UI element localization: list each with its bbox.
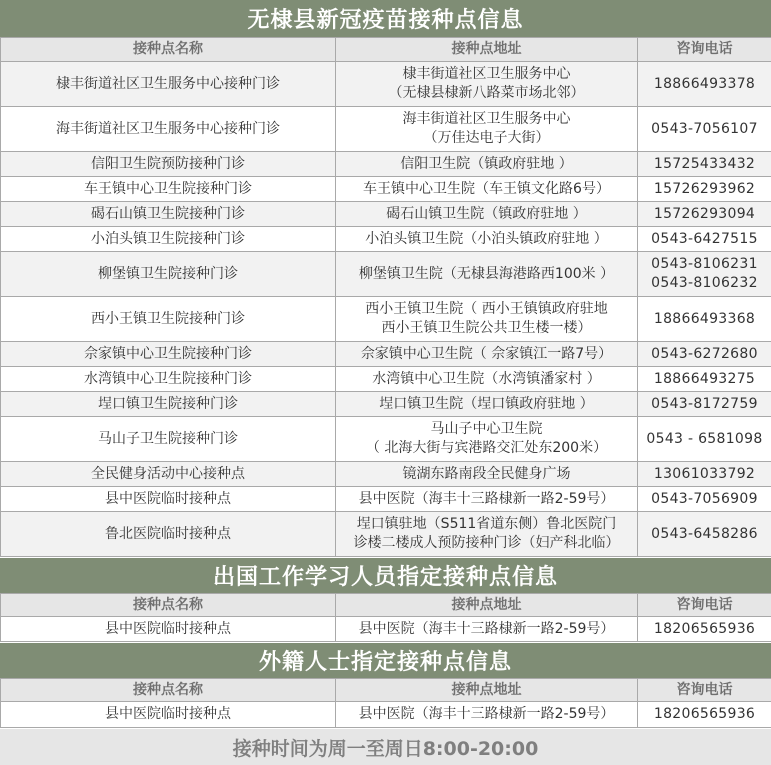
site-name: 海丰街道社区卫生服务中心接种门诊 (1, 107, 336, 152)
site-address (336, 487, 638, 512)
site-address-line: 诊楼二楼成人预防接种门诊（妇产科北临） (353, 535, 620, 551)
site-phone-number: 0543-7056107 (651, 120, 758, 137)
site-phone-number: 0543-8172759 (651, 395, 758, 412)
site-phone (638, 367, 771, 392)
site-phone-number: 18866493378 (653, 75, 756, 92)
site-address-line: 碣石山镇卫生院（镇政府驻地 ） (386, 205, 587, 222)
column-header-address: 接种点地址 (336, 594, 638, 617)
site-phone (638, 297, 771, 342)
site-phone-number: 15726293094 (653, 205, 756, 222)
site-address (336, 342, 638, 367)
table-row (1, 487, 771, 512)
site-address-line: 棣丰街道社区卫生服务中心 (402, 66, 571, 82)
column-header-address: 接种点地址 (336, 679, 638, 702)
site-address-line: 海丰街道社区卫生服务中心 (402, 111, 571, 127)
vaccination-hours-note: 接种时间为周一至周日8:00-20:00 (0, 729, 771, 765)
site-phone: 18206565936 (638, 702, 771, 728)
site-phone (638, 227, 771, 252)
foreigners-site-table (0, 678, 771, 728)
site-address (336, 392, 638, 417)
section-title-foreigners: 外籍人士指定接种点信息 (0, 643, 771, 679)
site-phone-number: 0543 - 6581098 (646, 430, 763, 447)
site-phone (638, 202, 771, 227)
site-name: 鲁北医院临时接种点 (1, 512, 336, 557)
site-name: 小泊头镇卫生院接种门诊 (1, 227, 336, 252)
site-phone (638, 342, 771, 367)
site-name: 马山子卫生院接种门诊 (1, 417, 336, 462)
site-phone (638, 107, 771, 152)
section-title-main: 无棣县新冠疫苗接种点信息 (0, 0, 771, 38)
site-address (336, 152, 638, 177)
column-header-address: 接种点地址 (336, 38, 638, 62)
site-address-line: 柳堡镇卫生院（无棣县海港路西100米 ） (358, 265, 615, 282)
site-phone (638, 487, 771, 512)
site-address-line: 镜湖东路南段全民健身广场 (402, 465, 571, 482)
site-address (336, 417, 638, 462)
site-address-line: （无棣县棣新八路菜市场北邻） (388, 85, 585, 101)
site-phone (638, 417, 771, 462)
site-phone-number: 0543-8106231 (651, 256, 758, 272)
site-address (336, 202, 638, 227)
table-row (1, 152, 771, 177)
site-address (336, 107, 638, 152)
site-name: 县中医院临时接种点 (1, 487, 336, 512)
site-address-line: 佘家镇中心卫生院（ 佘家镇江一路7号） (360, 345, 613, 362)
site-name: 佘家镇中心卫生院接种门诊 (1, 342, 336, 367)
site-phone-number: 18866493275 (653, 370, 756, 387)
site-phone (638, 392, 771, 417)
site-name: 碣石山镇卫生院接种门诊 (1, 202, 336, 227)
site-address-line: 埕口镇卫生院（埕口镇政府驻地 ） (379, 395, 594, 412)
site-phone-number: 0543-8106232 (651, 275, 758, 291)
table-row (1, 227, 771, 252)
site-address-line: 县中医院（海丰十三路棣新一路2-59号） (358, 490, 615, 507)
table-row (1, 202, 771, 227)
site-phone-number: 0543-6272680 (651, 345, 758, 362)
site-phone-number: 0543-6427515 (651, 230, 758, 247)
site-phone-number: 0543-7056909 (651, 490, 758, 507)
site-address-line: 信阳卫生院（镇政府驻地 ） (400, 155, 573, 172)
table-row (1, 107, 771, 152)
site-address (336, 62, 638, 107)
table-row (1, 177, 771, 202)
site-address (336, 512, 638, 557)
site-name: 信阳卫生院预防接种门诊 (1, 152, 336, 177)
site-phone-number: 15726293962 (653, 180, 756, 197)
site-name: 县中医院临时接种点 (1, 617, 336, 642)
site-address-line: 车王镇中心卫生院（车王镇文化路6号） (363, 180, 610, 197)
site-name: 西小王镇卫生院接种门诊 (1, 297, 336, 342)
site-name: 水湾镇中心卫生院接种门诊 (1, 367, 336, 392)
table-row (1, 512, 771, 557)
table-row (1, 417, 771, 462)
site-address (336, 177, 638, 202)
site-address (336, 297, 638, 342)
section-title-overseas: 出国工作学习人员指定接种点信息 (0, 558, 771, 594)
site-address-line: 埕口镇驻地（S511省道东侧）鲁北医院门 (356, 516, 617, 532)
table-row (1, 297, 771, 342)
site-address-line: 西小王镇卫生院（ 西小王镇镇政府驻地 (365, 301, 608, 317)
site-address (336, 227, 638, 252)
site-phone (638, 152, 771, 177)
site-address-line: 西小王镇卫生院公共卫生楼一楼） (381, 320, 592, 336)
site-phone (638, 512, 771, 557)
table-row (1, 367, 771, 392)
column-header-name: 接种点名称 (1, 679, 336, 702)
site-address (336, 252, 638, 297)
table-row (1, 702, 771, 728)
column-header-phone: 咨询电话 (638, 679, 771, 702)
site-phone-number: 13061033792 (653, 465, 756, 482)
table-row (1, 342, 771, 367)
column-header-phone: 咨询电话 (638, 594, 771, 617)
site-address-line: 水湾镇中心卫生院（水湾镇潘家村 ） (372, 370, 601, 387)
site-address-line: （万佳达电子大街） (423, 130, 550, 146)
site-phone (638, 62, 771, 107)
site-phone (638, 252, 771, 297)
table-row (1, 617, 771, 642)
site-address: 县中医院（海丰十三路棣新一路2-59号） (336, 702, 638, 728)
table-row (1, 392, 771, 417)
site-address (336, 462, 638, 487)
table-row (1, 462, 771, 487)
site-address-line: 小泊头镇卫生院（小泊头镇政府驻地 ） (365, 230, 608, 247)
site-address: 县中医院（海丰十三路棣新一路2-59号） (336, 617, 638, 642)
column-header-name: 接种点名称 (1, 594, 336, 617)
table-row (1, 62, 771, 107)
site-address (336, 367, 638, 392)
overseas-site-table (0, 593, 771, 642)
site-phone (638, 177, 771, 202)
site-phone-number: 18866493368 (653, 310, 756, 327)
site-phone-number: 0543-6458286 (651, 525, 758, 542)
site-phone (638, 462, 771, 487)
column-header-name: 接种点名称 (1, 38, 336, 62)
table-row (1, 252, 771, 297)
site-name: 棣丰街道社区卫生服务中心接种门诊 (1, 62, 336, 107)
site-name: 车王镇中心卫生院接种门诊 (1, 177, 336, 202)
site-phone: 18206565936 (638, 617, 771, 642)
site-name: 埕口镇卫生院接种门诊 (1, 392, 336, 417)
vaccination-sites-table (0, 37, 771, 557)
site-name: 县中医院临时接种点 (1, 702, 336, 728)
column-header-phone: 咨询电话 (638, 38, 771, 62)
vaccination-sites-rows (1, 62, 771, 557)
site-address-line: （ 北海大街与宾港路交汇处东200米） (365, 440, 608, 456)
site-name: 柳堡镇卫生院接种门诊 (1, 252, 336, 297)
site-address-line: 马山子中心卫生院 (430, 421, 543, 437)
site-phone-number: 15725433432 (653, 155, 756, 172)
site-name: 全民健身活动中心接种点 (1, 462, 336, 487)
